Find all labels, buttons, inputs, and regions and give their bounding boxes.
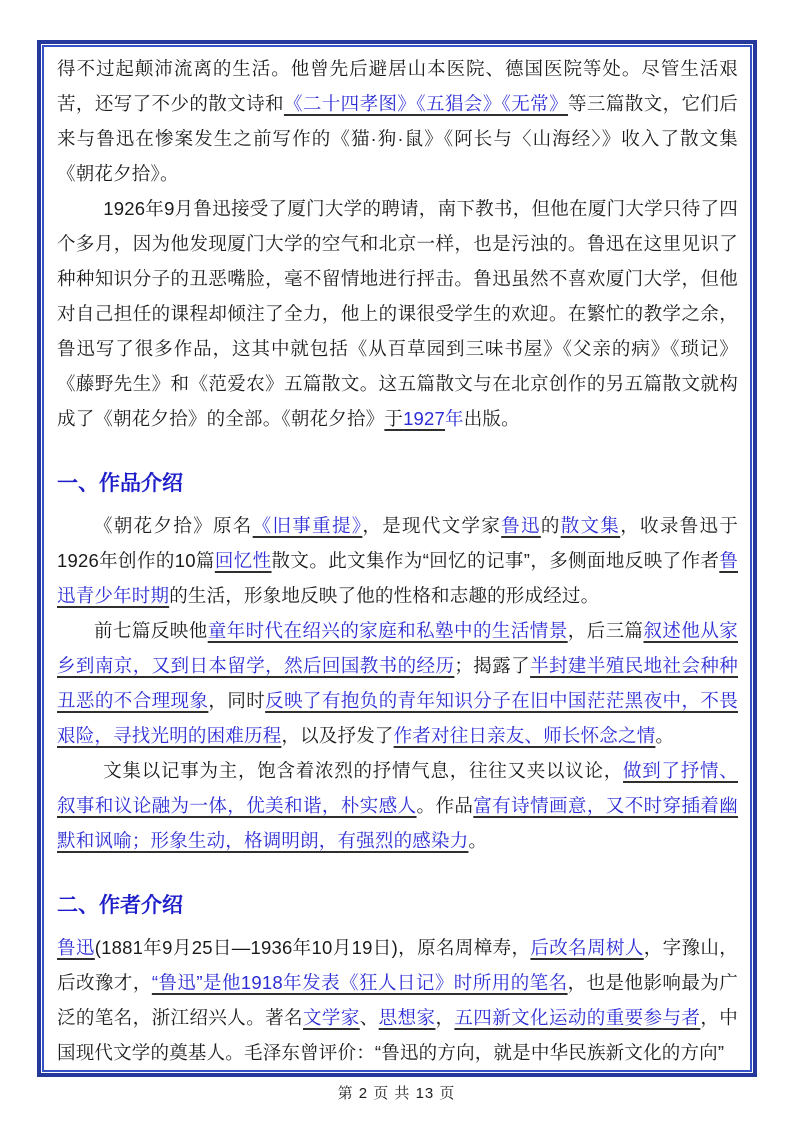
text-run: 1926年9月鲁迅接受了厦门大学的聘请，南下教书，但他在厦门大学只待了四个多月，因为他发现厦门大学的空气和北京一样，也是污浊的。鲁迅在这里见识了种种知识分子的丑恶嘴脸，毫不留情地进行抨击。鲁迅虽然不喜欢厦门大学，但他对自己担任的课程却倾注了全力，他上的课很受学生的欢迎。在繁忙的教学之余，鲁迅写了很多作品，这其中就包括《从百草园到三味书屋》《父亲的病》《琐记》《藤野先生》和《范爱农》五篇散文。这五篇散文与在北京创作的另五篇散文就构成了《朝花夕拾》的全部。《朝花夕拾》 [57,198,738,429]
text-run: 、 [359,1007,379,1028]
link-text[interactable]: 做到了抒情、叙事和议论融为一体，优美和谐，朴实感人 [57,760,739,816]
paragraph [57,930,738,1070]
text-run: ，以及抒发了 [281,725,394,746]
text-run: ，收录鲁迅于1926年创作的10篇 [57,515,739,571]
text-run: 年 [445,408,464,429]
link-text[interactable]: 《二十四孝图》《五猖会》《无常》 [283,93,569,114]
text-run: 文集以记事为主，饱含着浓烈的抒情气息，往往又夹以议论， [103,760,624,781]
link-text[interactable]: 五四新文化运动的重要参与者 [454,1007,701,1028]
link-text[interactable]: 文学家 [302,1007,360,1028]
text-run: 。作品 [416,795,474,816]
text-run: ，后三篇 [567,620,644,641]
link-text[interactable]: 鲁迅 [501,515,541,536]
text-run: 得不过起颠沛流离的生活。他曾先后避居山本医院、德国医院等处。尽管生活艰苦，还写了不少的散文诗和 [57,58,738,114]
text-run: ，也是他影响最为广泛的笔名，浙江绍兴人。著名 [57,972,738,1028]
paragraph [57,613,738,753]
link-text[interactable]: 散文集 [560,515,621,536]
page-border-inner [42,45,752,1072]
section-heading: 一、作品介绍 [57,472,183,495]
link-text[interactable]: 鲁迅青少年时期 [57,550,739,606]
text-run: ；揭露了 [454,655,531,676]
text-run: 散文。此文集作为“回忆的记事”，多侧面地反映了作者 [271,550,720,571]
paragraph [57,191,738,436]
text-run: 等三篇散文，它们后来与鲁迅在惨案发生之前写作的《猫·狗·鼠》《阿长与〈山海经〉》收入了散文集《朝花夕拾》。 [57,93,739,184]
paragraph [57,753,738,858]
link-text[interactable]: 童年时代在绍兴的家庭和私塾中的生活情景 [207,620,568,641]
link-text[interactable]: 思想家 [378,1007,436,1028]
text-run: 前七篇反映他 [94,620,208,641]
text-run: 《朝花夕拾》原名 [94,515,253,536]
text-run: 的 [540,515,561,536]
paragraph [57,51,738,191]
text-run: ，同时 [208,690,266,711]
text-run: ， [435,1007,455,1028]
link-text[interactable]: 回忆性 [214,550,272,571]
paragraph [57,508,738,613]
link-text[interactable]: 《旧事重提》 [252,515,363,536]
link-text[interactable]: 鲁迅 [57,937,95,958]
section-heading: 二、作者介绍 [57,894,183,917]
text-run: (1881年9月25日—1936年10月19日)，原名周樟寿， [94,937,531,958]
text-run: 出版。 [463,408,520,429]
text-run: ，是现代文学家 [362,515,502,536]
link-text[interactable]: 富有诗情画意，又不时穿插着幽默和讽喻；形象生动，格调明朗，有强烈的感染力 [57,795,738,851]
underlined-text: 于 [384,408,404,429]
link-text[interactable]: 半封建半殖民地社会种种丑恶的不合理现象 [57,655,739,711]
link-text[interactable]: 1927 [403,408,446,429]
link-text[interactable]: 后改名周树人 [530,937,644,958]
text-run: 。 [655,725,675,746]
link-text[interactable]: 作者对往日亲友、师长怀念之情 [393,725,656,746]
page-border-frame [37,40,757,1077]
page-number-footer: 第 2 页 共 13 页 [337,1085,456,1102]
text-run: ，中国现代文学的奠基人。毛泽东曾评价：“鲁迅的方向，就是中华民族新文化的方向” [57,1007,738,1063]
document-content [57,51,738,1070]
link-text[interactable]: 反映了有抱负的青年知识分子在旧中国茫茫黑夜中，不畏艰险，寻找光明的困难历程 [57,690,738,746]
link-text[interactable]: “鲁迅”是他1918年发表《狂人日记》时所用的笔名 [151,972,568,993]
text-run: 的生活，形象地反映了他的性格和志趣的形成经过。 [169,585,600,606]
text-run: ，字豫山，后改豫才， [57,937,739,993]
link-text[interactable]: 叙述他从家乡到南京，又到日本留学，然后回国教书的经历 [57,620,738,676]
text-run: 。 [468,830,488,851]
